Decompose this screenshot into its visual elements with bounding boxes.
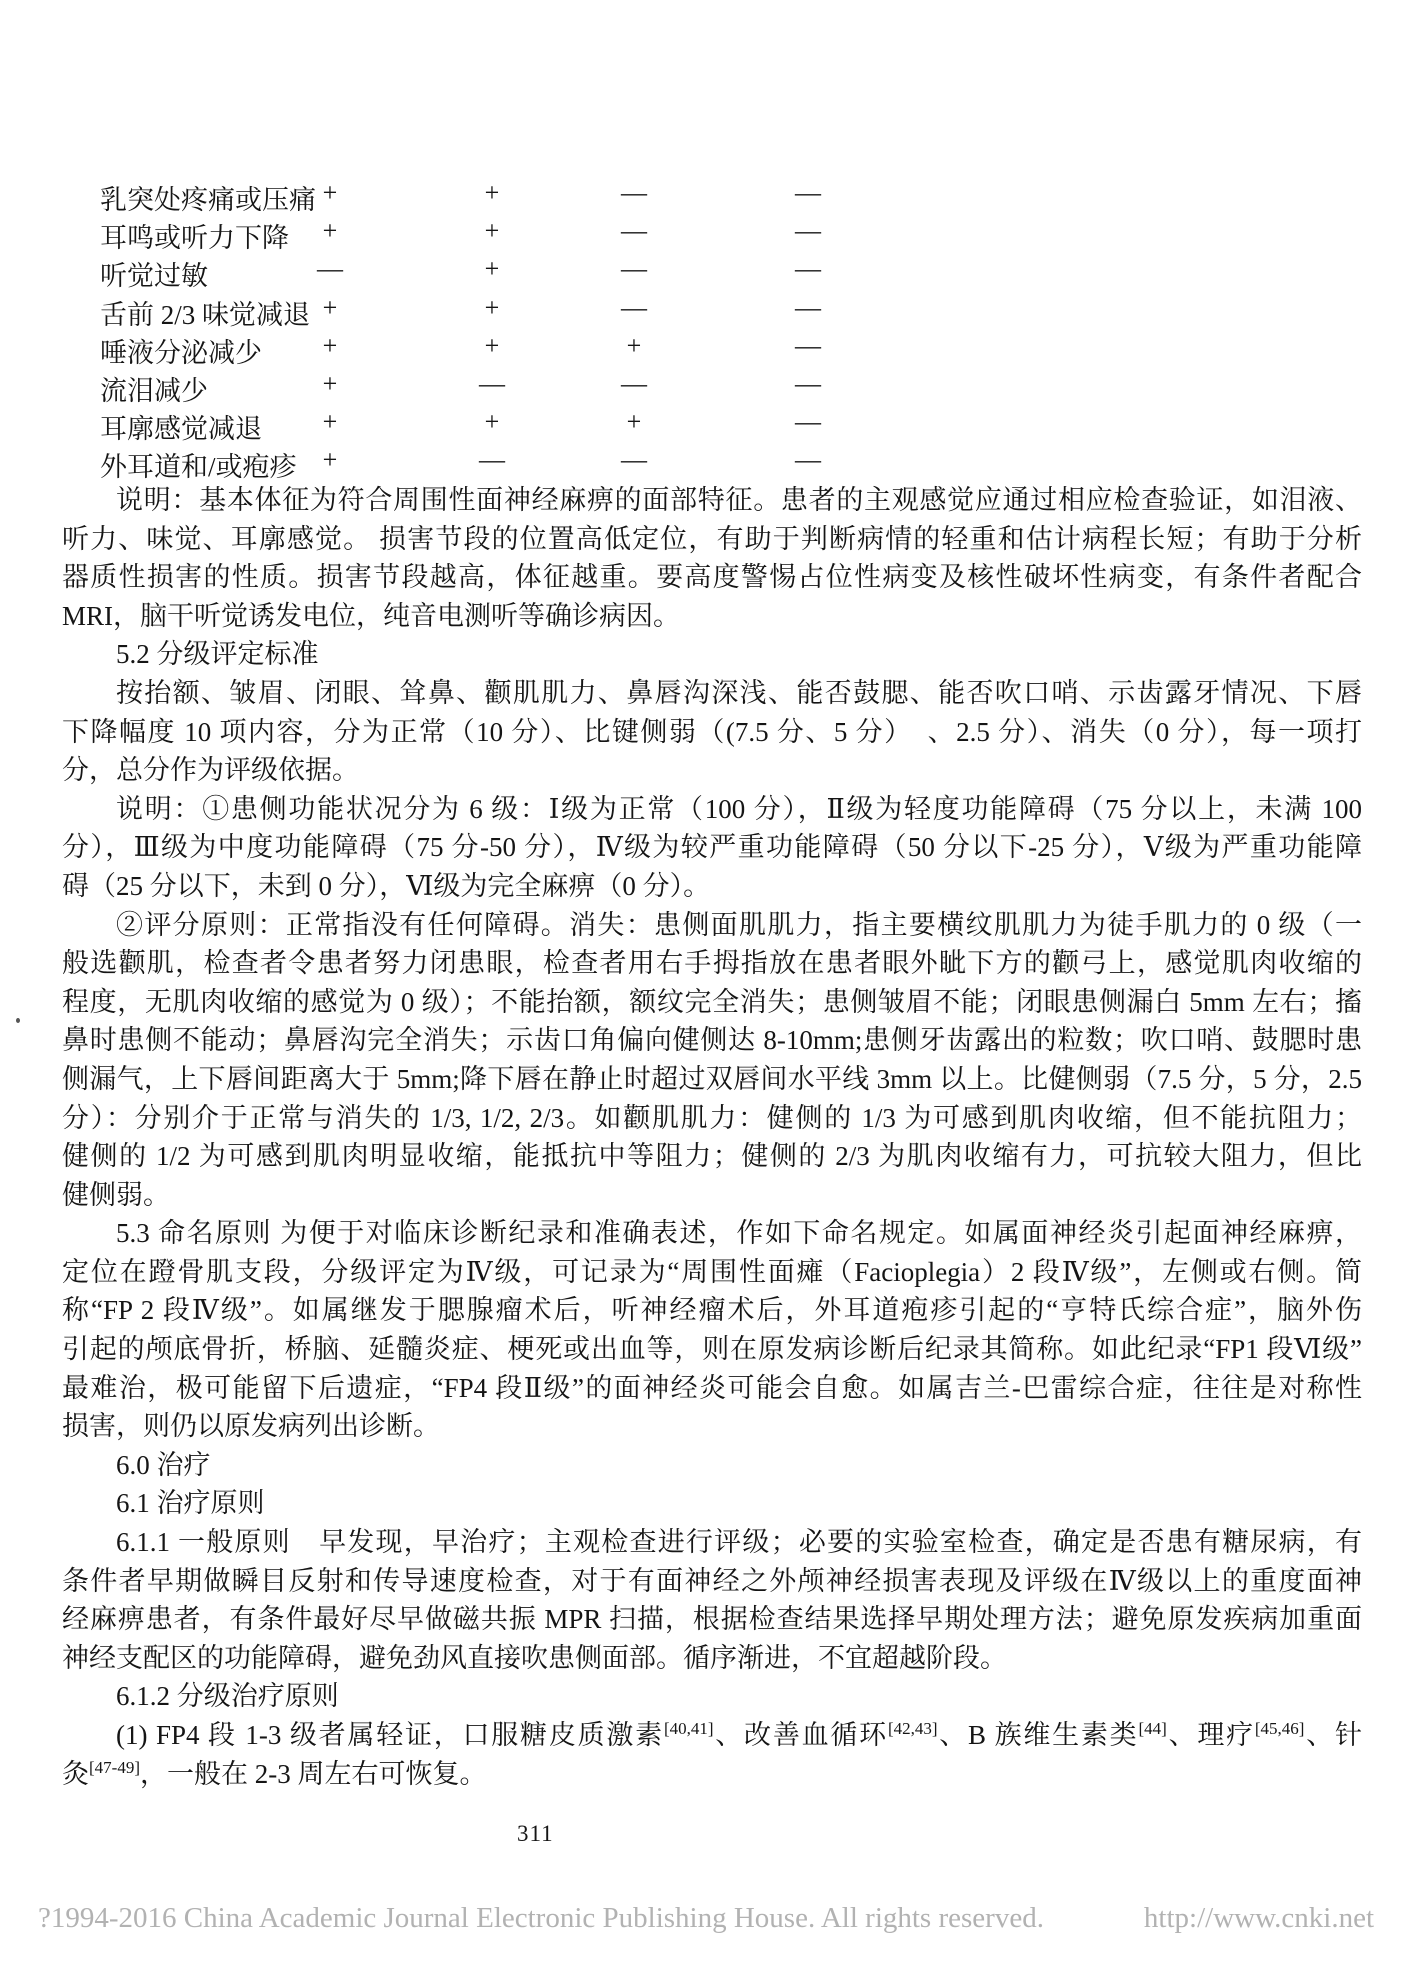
text-line: 6.1 治疗原则 — [116, 1488, 265, 1519]
table-cell-sign: — — [795, 178, 821, 207]
body-text — [62, 481, 1362, 1793]
text-line: 损害，则仍以原发病列出诊断。 — [62, 1411, 440, 1442]
table-cell-sign: — — [795, 330, 821, 360]
symptom-label: 乳突处疼痛或压痛 — [100, 185, 316, 215]
text-line: 定位在蹬骨肌支段，分级评定为Ⅳ级，可记录为“周围性面瘫（Facioplegia）2 段Ⅳ级”，左侧或右侧。简 — [62, 1256, 1362, 1287]
text-line: 鼻时患侧不能动；鼻唇沟完全消失；示齿口角偏向健侧达 8-10mm;患侧牙齿露出的粒数；吹口哨、鼓腮时患 — [62, 1025, 1362, 1056]
symptom-label: 耳鸣或听力下降 — [100, 223, 289, 254]
text-line: 下降幅度 10 项内容，分为正常（10 分）、比键侧弱（(7.5 分、5 分） 、2.5 分）、消失（0 分），每一项打 — [62, 716, 1362, 747]
table-cell-sign: — — [795, 368, 821, 398]
table-cell-sign: + — [484, 292, 500, 322]
table-cell-sign: + — [322, 216, 338, 246]
text-segment: (1) FP4 段 1-3 级者属轻证，口服糖皮质激素 — [116, 1720, 664, 1750]
text-segment: 、改善血循环 — [713, 1720, 888, 1750]
table-row — [62, 367, 1362, 405]
text-segment: ，一般在 2-3 周左右可恢复。 — [139, 1758, 487, 1789]
text-line — [62, 1716, 1362, 1755]
table-row — [62, 176, 1362, 214]
footer-copyright-text: ?1994-2016 China Academic Journal Electronic Publishing House. All rights reserved. — [38, 1902, 1044, 1934]
reference-superscript: [45,46] — [1254, 1719, 1305, 1738]
table-cell-sign: — — [795, 216, 821, 246]
table-cell-sign: — — [795, 445, 821, 475]
footer-url: http://www.cnki.net — [1143, 1902, 1374, 1934]
table-cell-sign: — — [621, 216, 647, 246]
table-cell-sign: + — [322, 330, 338, 360]
table-cell-sign: — — [621, 445, 647, 475]
symptom-label: 外耳道和/或疱疹 — [100, 452, 297, 483]
text-line: 健侧弱。 — [62, 1179, 170, 1210]
text-line: 条件者早期做瞬目反射和传导速度检查，对于有面神经之外颅神经损害表现及评级在Ⅳ级以上的重度面神 — [62, 1565, 1362, 1596]
text-line: 6.1.1 一般原则 早发现，早治疗；主观检查进行评级；必要的实验室检查，确定是否患有糖尿病，有 — [116, 1527, 1362, 1558]
text-line — [62, 1755, 1362, 1794]
text-segment: 、针 — [1304, 1720, 1362, 1750]
text-line: 侧漏气，上下唇间距离大于 5mm;降下唇在静止时超过双唇间水平线 3mm 以上。比健侧弱（7.5 分，5 分，2.5 — [62, 1063, 1362, 1094]
text-line: 器质性损害的性质。损害节段越高，体征越重。要高度警惕占位性病变及核性破坏性病变，有条件者配合 — [62, 562, 1362, 593]
table-cell-sign: + — [626, 330, 642, 360]
text-line: 称“FP 2 段Ⅳ级”。如属继发于腮腺瘤术后，听神经瘤术后，外耳道疱疹引起的“亨特氏综合症”，脑外伤 — [62, 1295, 1362, 1326]
table-cell-sign: + — [322, 292, 338, 322]
reference-superscript: [40,41] — [663, 1719, 714, 1738]
text-line: 分），Ⅲ级为中度功能障碍（75 分-50 分），Ⅳ级为较严重功能障碍（50 分以下-25 分），Ⅴ级为严重功能障 — [62, 832, 1362, 863]
text-line: MRI，脑干听觉诱发电位，纯音电测听等确诊病因。 — [62, 600, 681, 631]
text-line: 5.2 分级评定标准 — [116, 639, 319, 670]
text-line: 6.1.2 分级治疗原则 — [116, 1681, 339, 1712]
table-cell-sign: — — [621, 254, 647, 284]
table-cell-sign: + — [484, 178, 500, 207]
text-line: 引起的颅底骨折，桥脑、延髓炎症、梗死或出血等，则在原发病诊断后纪录其简称。如此纪录“FP1 段Ⅵ级” — [62, 1334, 1362, 1365]
text-line: ②评分原则：正常指没有任何障碍。消失：患侧面肌肌力，指主要横纹肌肌力为徒手肌力的 0 级（一 — [116, 909, 1362, 940]
text-line: 按抬额、皱眉、闭眼、耸鼻、颧肌肌力、鼻唇沟深浅、能否鼓腮、能否吹口哨、示齿露牙情况、下唇 — [116, 677, 1362, 708]
table-cell-sign: — — [795, 292, 821, 322]
text-line: 神经支配区的功能障碍，避免劲风直接吹患侧面部。循序渐进，不宜超越阶段。 — [62, 1642, 1007, 1673]
table-cell-sign: — — [479, 368, 505, 398]
table-row — [62, 329, 1362, 367]
text-line: 分）：分别介于正常与消失的 1/3, 1/2, 2/3。如颧肌肌力：健侧的 1/3 为可感到肌肉收缩，但不能抗阻力； — [62, 1102, 1362, 1133]
reference-superscript: [42,43] — [887, 1719, 938, 1738]
table-cell-sign: + — [484, 216, 500, 246]
text-line: 程度，无肌肉收缩的感觉为 0 级）；不能抬额，额纹完全消失；患侧皱眉不能；闭眼患侧漏白 5mm 左右；搐 — [62, 986, 1362, 1017]
table-cell-sign: — — [317, 254, 343, 284]
text-line: 最难治，极可能留下后遗症，“FP4 段Ⅱ级”的面神经炎可能会自愈。如属吉兰-巴雷综合症，往往是对称性 — [62, 1372, 1362, 1403]
table-cell-sign: + — [626, 407, 642, 437]
text-line: 5.3 命名原则 为便于对临床诊断纪录和准确表述，作如下命名规定。如属面神经炎引起面神经麻痹， — [116, 1218, 1362, 1249]
symptom-label: 唾液分泌减少 — [100, 337, 262, 368]
table-cell-sign: — — [621, 178, 647, 207]
text-segment: 、B 族维生素类 — [937, 1720, 1139, 1750]
symptom-label: 耳廓感觉减退 — [100, 414, 262, 445]
table-row — [62, 214, 1362, 252]
text-line: 经麻痹患者，有条件最好尽早做磁共振 MPR 扫描，根据检查结果选择早期处理方法；避免原发疾病加重面 — [62, 1604, 1362, 1635]
table-cell-sign: — — [479, 445, 505, 475]
table-cell-sign: — — [621, 292, 647, 322]
table-cell-sign: + — [322, 407, 338, 437]
text-line: 健侧的 1/2 为可感到肌肉明显收缩，能抵抗中等阻力；健侧的 2/3 为肌肉收缩有力，可抗较大阻力，但比 — [62, 1141, 1362, 1172]
text-segment: 灸 — [62, 1758, 89, 1789]
table-cell-sign: + — [322, 178, 338, 207]
text-line: 般选颧肌，检查者令患者努力闭患眼，检查者用右手拇指放在患者眼外眦下方的颧弓上，感觉肌肉收缩的 — [62, 948, 1362, 979]
text-line: 说明：基本体征为符合周围性面神经麻痹的面部特征。患者的主观感觉应通过相应检查验证，如泪液、 — [116, 485, 1362, 515]
table-cell-sign: + — [484, 254, 500, 284]
table-cell-sign: — — [795, 407, 821, 437]
table-cell-sign: + — [484, 407, 500, 437]
text-line: 分，总分作为评级依据。 — [62, 755, 359, 786]
table-cell-sign: — — [621, 368, 647, 398]
symptom-sign-table — [62, 176, 1362, 482]
table-row — [62, 252, 1362, 290]
table-cell-sign: + — [322, 368, 338, 398]
table-row — [62, 405, 1362, 443]
table-cell-sign: + — [322, 445, 338, 475]
text-line: 说明：①患侧功能状况分为 6 级：Ⅰ级为正常（100 分），Ⅱ级为轻度功能障碍（75 分以上，未满 100 — [116, 793, 1362, 824]
table-row — [62, 291, 1362, 329]
footer-watermark — [38, 1902, 1374, 1935]
reference-superscript: [44] — [1138, 1719, 1167, 1738]
text-segment: 、理疗 — [1166, 1720, 1255, 1750]
table-cell-sign: + — [484, 330, 500, 360]
symptom-label: 流泪减少 — [100, 375, 208, 406]
text-line: 碍（25 分以下，未到 0 分），Ⅵ级为完全麻痹（0 分）。 — [62, 870, 711, 901]
text-line: 听力、味觉、耳廓感觉。 损害节段的位置高低定位，有助于判断病情的轻重和估计病程长短；有助于分析 — [62, 523, 1362, 554]
scan-artifact-dot — [16, 1018, 20, 1023]
page-number: 311 — [517, 1821, 554, 1846]
text-line: 6.0 治疗 — [116, 1449, 211, 1480]
symptom-label: 舌前 2/3 味觉减退 — [100, 299, 311, 330]
table-row — [62, 443, 1362, 481]
symptom-label: 听觉过敏 — [100, 261, 208, 292]
reference-superscript: [47-49] — [89, 1757, 140, 1777]
table-cell-sign: — — [795, 254, 821, 284]
